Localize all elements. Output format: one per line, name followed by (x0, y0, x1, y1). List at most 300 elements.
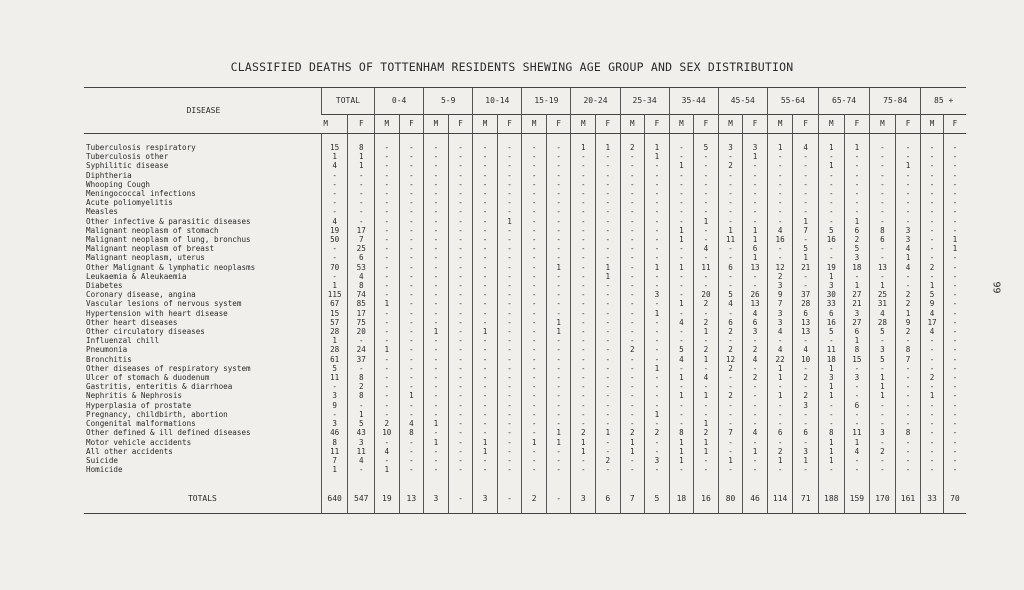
disease-label: Diphtheria (86, 170, 132, 180)
count-cell: 31 (870, 299, 896, 308)
count-cell: - (448, 299, 473, 308)
count-cell: - (497, 336, 522, 345)
count-cell: - (895, 336, 921, 345)
count-cell: - (694, 281, 719, 290)
count-cell: - (620, 382, 645, 391)
count-cell: - (424, 171, 449, 180)
count-cell: 1 (571, 447, 596, 456)
count-cell: - (473, 391, 498, 400)
count-cell: - (645, 244, 670, 253)
count-cell: - (645, 318, 670, 327)
count-cell: - (943, 428, 966, 437)
count-cell: - (522, 345, 547, 354)
count-cell: - (596, 318, 621, 327)
count-cell: - (943, 327, 966, 336)
count-cell: 11 (321, 373, 348, 382)
count-cell: - (895, 456, 921, 465)
count-cell: 1 (669, 226, 694, 235)
count-cell: 2 (718, 327, 743, 336)
count-cell: 1 (694, 447, 719, 456)
count-cell: - (375, 161, 400, 170)
table-row (84, 438, 966, 447)
count-cell: - (596, 355, 621, 364)
count-cell: - (522, 299, 547, 308)
count-cell: 1 (743, 152, 768, 161)
table-row (84, 180, 966, 189)
count-cell: - (921, 428, 944, 437)
count-cell: - (424, 447, 449, 456)
disease-label: Congenital malformations (86, 419, 196, 429)
disease-label: Tuberculosis other (86, 152, 169, 162)
count-cell: - (596, 364, 621, 373)
count-cell: 1 (645, 143, 670, 152)
count-cell: - (870, 253, 896, 262)
count-cell: 1 (844, 217, 870, 226)
count-cell: - (943, 355, 966, 364)
count-cell: 20 (694, 290, 719, 299)
count-cell: 2 (348, 382, 375, 391)
count-cell: - (694, 198, 719, 207)
count-cell: 4 (767, 327, 793, 336)
count-cell: - (473, 309, 498, 318)
count-cell: - (448, 447, 473, 456)
count-cell: 2 (743, 345, 768, 354)
count-cell: - (921, 207, 944, 216)
count-cell: 1 (669, 447, 694, 456)
count-cell: - (546, 456, 571, 465)
count-cell: - (497, 235, 522, 244)
female-column-header: F (399, 115, 424, 134)
count-cell: 1 (546, 318, 571, 327)
disease-column-header: DISEASE (84, 88, 321, 134)
count-cell: 4 (743, 428, 768, 437)
count-cell: - (718, 171, 743, 180)
count-cell: - (943, 456, 966, 465)
count-cell: - (497, 161, 522, 170)
count-cell: 67 (321, 299, 348, 308)
count-cell: - (818, 198, 844, 207)
count-cell: 1 (669, 373, 694, 382)
count-cell: - (497, 364, 522, 373)
count-cell: - (448, 226, 473, 235)
table-row (84, 309, 966, 318)
count-cell: - (818, 419, 844, 428)
count-cell: - (497, 401, 522, 410)
count-cell: - (571, 401, 596, 410)
count-cell: - (921, 143, 944, 152)
count-cell: - (818, 253, 844, 262)
count-cell: 1 (895, 161, 921, 170)
count-cell: 28 (793, 299, 819, 308)
count-cell: 7 (793, 226, 819, 235)
count-cell: 11 (844, 428, 870, 437)
count-cell: - (497, 263, 522, 272)
page-number: 99 (990, 281, 1002, 294)
count-cell: - (348, 180, 375, 189)
count-cell: - (448, 364, 473, 373)
count-cell: - (348, 465, 375, 474)
count-cell: - (424, 272, 449, 281)
disease-label: Ulcer of stomach & duodenum (86, 373, 210, 383)
count-cell: 1 (348, 410, 375, 419)
disease-label: Vascular lesions of nervous system (86, 299, 242, 309)
count-cell: - (546, 336, 571, 345)
count-cell: - (571, 171, 596, 180)
count-cell: - (645, 382, 670, 391)
count-cell: 61 (321, 355, 348, 364)
count-cell: - (321, 189, 348, 198)
count-cell: - (375, 235, 400, 244)
count-cell: - (596, 217, 621, 226)
count-cell: - (844, 382, 870, 391)
count-cell: - (645, 438, 670, 447)
count-cell: - (870, 171, 896, 180)
count-cell: 1 (473, 438, 498, 447)
count-cell: - (620, 244, 645, 253)
count-cell: - (596, 253, 621, 262)
count-cell: 1 (473, 447, 498, 456)
count-cell: 2 (895, 290, 921, 299)
total-cell: 5 (645, 483, 670, 514)
count-cell: 16 (818, 235, 844, 244)
count-cell: 3 (844, 253, 870, 262)
count-cell: - (596, 447, 621, 456)
count-cell: - (645, 336, 670, 345)
age-group-header: 15-19 (522, 88, 571, 115)
count-cell: - (497, 180, 522, 189)
male-column-header: M (818, 115, 844, 134)
count-cell: 37 (793, 290, 819, 299)
disease-label: Meningococcal infections (86, 189, 196, 199)
count-cell: 2 (767, 447, 793, 456)
count-cell: - (870, 217, 896, 226)
count-cell: - (596, 226, 621, 235)
count-cell: - (448, 456, 473, 465)
count-cell: - (645, 161, 670, 170)
count-cell: - (596, 198, 621, 207)
count-cell: - (399, 189, 424, 198)
count-cell: - (620, 410, 645, 419)
count-cell: 2 (870, 447, 896, 456)
count-cell: 6 (743, 318, 768, 327)
count-cell: - (497, 189, 522, 198)
count-cell: 8 (895, 428, 921, 437)
count-cell: 3 (793, 401, 819, 410)
count-cell: - (424, 391, 449, 400)
count-cell: - (943, 391, 966, 400)
count-cell: - (321, 410, 348, 419)
count-cell: 28 (870, 318, 896, 327)
count-cell: 1 (620, 438, 645, 447)
total-cell: 16 (694, 483, 719, 514)
count-cell: 17 (348, 226, 375, 235)
count-cell: 5 (321, 364, 348, 373)
count-cell: - (596, 299, 621, 308)
count-cell: - (424, 382, 449, 391)
table-row (84, 207, 966, 216)
count-cell: - (375, 290, 400, 299)
count-cell: - (321, 253, 348, 262)
count-cell: 8 (348, 373, 375, 382)
count-cell: 1 (375, 465, 400, 474)
count-cell: 6 (844, 401, 870, 410)
count-cell: 1 (645, 263, 670, 272)
count-cell: - (943, 345, 966, 354)
count-cell: - (895, 438, 921, 447)
count-cell: - (767, 217, 793, 226)
count-cell: - (844, 207, 870, 216)
count-cell: - (669, 281, 694, 290)
count-cell: 1 (943, 244, 966, 253)
count-cell: 1 (348, 161, 375, 170)
count-cell: - (943, 143, 966, 152)
count-cell: - (943, 410, 966, 419)
count-cell: - (818, 180, 844, 189)
count-cell: - (870, 244, 896, 253)
table-body (84, 134, 966, 514)
male-column-header: M (767, 115, 793, 134)
disease-label: Diabetes (86, 281, 123, 291)
count-cell: 1 (596, 263, 621, 272)
count-cell: - (921, 419, 944, 428)
count-cell: - (818, 244, 844, 253)
count-cell: 6 (870, 235, 896, 244)
count-cell: 3 (743, 143, 768, 152)
count-cell: - (694, 272, 719, 281)
count-cell: - (620, 373, 645, 382)
count-cell: - (620, 401, 645, 410)
count-cell: - (348, 217, 375, 226)
count-cell: - (473, 336, 498, 345)
count-cell: - (546, 373, 571, 382)
count-cell: - (767, 180, 793, 189)
count-cell: - (870, 364, 896, 373)
count-cell: - (375, 244, 400, 253)
count-cell: - (620, 226, 645, 235)
count-cell: - (943, 263, 966, 272)
count-cell: - (921, 180, 944, 189)
count-cell: 8 (818, 428, 844, 437)
count-cell: - (620, 217, 645, 226)
count-cell: - (424, 244, 449, 253)
count-cell: 33 (818, 299, 844, 308)
count-cell: - (399, 152, 424, 161)
count-cell: - (497, 428, 522, 437)
count-cell: - (522, 189, 547, 198)
count-cell: - (596, 171, 621, 180)
count-cell: 6 (718, 318, 743, 327)
total-cell: 80 (718, 483, 743, 514)
count-cell: 21 (844, 299, 870, 308)
count-cell: 1 (669, 299, 694, 308)
count-cell: - (943, 198, 966, 207)
count-cell: - (943, 217, 966, 226)
count-cell: 1 (743, 226, 768, 235)
count-cell: - (921, 456, 944, 465)
count-cell: - (645, 327, 670, 336)
count-cell: - (546, 355, 571, 364)
count-cell: 5 (818, 226, 844, 235)
count-cell: - (596, 281, 621, 290)
male-column-header: M (522, 115, 547, 134)
age-group-header: 35-44 (669, 88, 718, 115)
count-cell: 2 (694, 318, 719, 327)
count-cell: - (743, 438, 768, 447)
count-cell: - (669, 207, 694, 216)
age-group-header: 5-9 (424, 88, 473, 115)
table-row (84, 456, 966, 465)
count-cell: - (497, 226, 522, 235)
disease-label: Gastritis, enteritis & diarrhoea (86, 382, 233, 392)
count-cell: - (895, 189, 921, 198)
count-cell: 2 (767, 272, 793, 281)
count-cell: - (743, 465, 768, 474)
count-cell: 3 (844, 309, 870, 318)
count-cell: - (522, 391, 547, 400)
count-cell: 1 (818, 447, 844, 456)
count-cell: - (921, 272, 944, 281)
table-row (84, 253, 966, 262)
count-cell: 4 (321, 217, 348, 226)
disease-label: Other infective & parasitic diseases (86, 216, 251, 226)
total-cell: - (448, 483, 473, 514)
count-cell: - (793, 171, 819, 180)
count-cell: 11 (718, 235, 743, 244)
count-cell: - (743, 180, 768, 189)
count-cell: - (571, 253, 596, 262)
count-cell: - (818, 336, 844, 345)
count-cell: - (743, 207, 768, 216)
disease-label: Pneumonia (86, 345, 128, 355)
count-cell: - (818, 410, 844, 419)
count-cell: 18 (818, 355, 844, 364)
totals-label: TOTALS (84, 483, 321, 514)
count-cell: - (870, 152, 896, 161)
count-cell: 1 (546, 428, 571, 437)
table-row (84, 391, 966, 400)
female-column-header: F (844, 115, 870, 134)
count-cell: - (694, 465, 719, 474)
female-column-header: F (943, 115, 966, 134)
male-column-header: M (669, 115, 694, 134)
count-cell: - (571, 345, 596, 354)
count-cell: 7 (321, 456, 348, 465)
count-cell: 1 (375, 299, 400, 308)
count-cell: 1 (870, 281, 896, 290)
count-cell: 3 (895, 226, 921, 235)
female-column-header: F (743, 115, 768, 134)
count-cell: 1 (596, 272, 621, 281)
count-cell: 1 (844, 438, 870, 447)
total-cell: 13 (399, 483, 424, 514)
count-cell: - (546, 401, 571, 410)
count-cell: - (424, 345, 449, 354)
count-cell: - (743, 382, 768, 391)
count-cell: - (718, 198, 743, 207)
count-cell: - (399, 180, 424, 189)
count-cell: 13 (870, 263, 896, 272)
count-cell: - (546, 345, 571, 354)
count-cell: 3 (767, 309, 793, 318)
count-cell: 4 (895, 244, 921, 253)
count-cell: - (522, 327, 547, 336)
count-cell: 1 (669, 235, 694, 244)
count-cell: - (497, 345, 522, 354)
count-cell: - (895, 401, 921, 410)
count-cell: - (571, 272, 596, 281)
count-cell: - (497, 281, 522, 290)
count-cell: - (348, 171, 375, 180)
count-cell: 50 (321, 235, 348, 244)
count-cell: - (870, 438, 896, 447)
female-column-header: F (546, 115, 571, 134)
count-cell: - (399, 327, 424, 336)
count-cell: - (497, 355, 522, 364)
table-row (84, 171, 966, 180)
count-cell: - (718, 465, 743, 474)
count-cell: - (399, 355, 424, 364)
count-cell: - (844, 189, 870, 198)
count-cell: 27 (844, 290, 870, 299)
count-cell: - (473, 171, 498, 180)
count-cell: - (718, 419, 743, 428)
count-cell: - (571, 207, 596, 216)
count-cell: - (522, 355, 547, 364)
count-cell: 1 (895, 309, 921, 318)
count-cell: - (497, 152, 522, 161)
count-cell: - (473, 207, 498, 216)
count-cell: - (870, 401, 896, 410)
count-cell: 1 (844, 281, 870, 290)
disease-label: Acute poliomyelitis (86, 198, 173, 208)
count-cell: - (943, 465, 966, 474)
count-cell: - (546, 465, 571, 474)
count-cell: - (424, 373, 449, 382)
count-cell: - (694, 189, 719, 198)
count-cell: - (694, 207, 719, 216)
total-cell: 159 (844, 483, 870, 514)
count-cell: - (522, 373, 547, 382)
count-cell: 5 (793, 244, 819, 253)
count-cell: 11 (321, 447, 348, 456)
count-cell: - (767, 244, 793, 253)
disease-label: Other heart diseases (86, 317, 178, 327)
count-cell: - (921, 226, 944, 235)
count-cell: - (399, 217, 424, 226)
count-cell: 1 (921, 391, 944, 400)
count-cell: - (448, 465, 473, 474)
count-cell: 4 (767, 226, 793, 235)
count-cell: - (743, 171, 768, 180)
count-cell: - (546, 447, 571, 456)
count-cell: 53 (348, 263, 375, 272)
count-cell: - (844, 198, 870, 207)
total-cell: 46 (743, 483, 768, 514)
total-cell: 2 (522, 483, 547, 514)
count-cell: - (620, 235, 645, 244)
count-cell: - (522, 263, 547, 272)
disease-label: Nephritis & Nephrosis (86, 391, 183, 401)
count-cell: 1 (645, 152, 670, 161)
count-cell: 1 (694, 438, 719, 447)
count-cell: 1 (424, 419, 449, 428)
count-cell: 1 (645, 364, 670, 373)
count-cell: - (694, 152, 719, 161)
count-cell: - (669, 189, 694, 198)
count-cell: - (522, 272, 547, 281)
count-cell: - (571, 299, 596, 308)
disease-label: Coronary disease, angina (86, 290, 196, 300)
